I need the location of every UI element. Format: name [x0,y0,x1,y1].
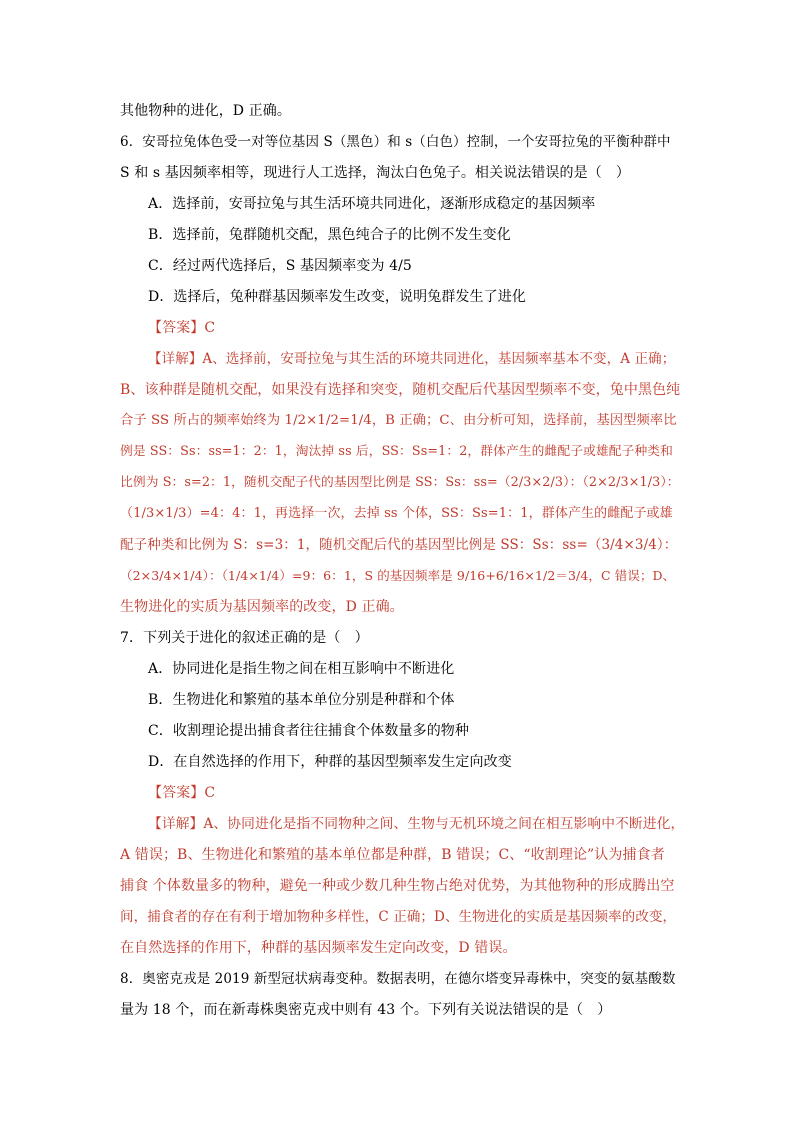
q6-option-b: B．选择前，兔群随机交配，黑色纯合子的比例不发生变化 [148,227,511,243]
text-line: 其他物种的进化，D 正确。 [120,103,291,119]
q7-option-b: B．生物进化和繁殖的基本单位分别是种群和个体 [148,692,455,708]
question-6-stem-cont: S 和 s 基因频率相等，现进行人工选择，淘汰白色兔子。相关说法错误的是（ ） [120,165,631,181]
q6-option-a: A．选择前，安哥拉兔与其生活环境共同进化，逐渐形成稳定的基因频率 [148,196,596,212]
q6-explanation-line: 合子 SS 所占的频率始终为 1/2×1/2=1/4，B 正确；C、由分析可知，选择前，基因型频率比 [120,413,677,428]
q7-option-a: A．协同进化是指生物之间在相互影响中不断进化 [148,661,455,677]
q6-explanation-line: （2×3/4×1/4）：（1/4×1/4）=9：6：1，S 的基因频率是 9/16+6/16×1/2＝3/4，C 错误；D、 [120,568,676,583]
q6-explanation-line: 【详解】A、选择前，安哥拉兔与其生活的环境共同进化，基因频率基本不变，A 正确； [148,351,676,367]
question-6-stem: 6．安哥拉兔体色受一对等位基因 S（黑色）和 s（白色）控制，一个安哥拉兔的平衡种群中 [120,134,671,150]
q7-explanation-line: 在自然选择的作用下，种群的基因频率发生定向改变，D 错误。 [120,940,517,956]
question-8-stem: 8．奥密克戎是 2019 新型冠状病毒变种。数据表明，在德尔塔变异毒株中，突变的氨基酸数 [120,971,676,987]
q6-explanation-line: 比例为 S：s=2：1，随机交配子代的基因型比例是 SS：Ss：ss=（2/3×2/3）：（2×2/3×1/3）： [120,475,680,490]
question-8-stem-cont: 量为 18 个，而在新毒株奥密克戎中则有 43 个。下列有关说法错误的是（ ） [120,1002,612,1018]
q7-explanation-line: 捕食 个体数量多的物种，避免一种或少数几种生物占绝对优势，为其他物种的形成腾出空 [120,878,675,894]
q7-option-d: D．在自然选择的作用下，种群的基因型频率发生定向改变 [148,754,512,770]
q7-explanation-line: 【详解】A、协同进化是指不同物种之间、生物与无机环境之间在相互影响中不断进化， [148,816,685,832]
q6-explanation-line: 生物进化的实质为基因频率的改变，D 正确。 [120,599,404,615]
q6-explanation-line: （1/3×1/3）=4：4：1，再选择一次，去掉 ss 个体，SS：Ss=1：1，群体产生的雌配子或雄 [120,506,673,521]
q7-answer: 【答案】C [148,785,216,801]
q6-explanation-line: B、该种群是随机交配，如果没有选择和突变，随机交配后代基因型频率不变，兔中黑色纯 [120,382,681,398]
q7-explanation-line: 间，捕食者的存在有利于增加物种多样性，C 正确；D、生物进化的实质是基因频率的改变， [120,909,677,925]
q6-option-d: D．选择后，兔种群基因频率发生改变，说明兔群发生了进化 [148,289,526,305]
q7-option-c: C．收割理论提出捕食者往往捕食个体数量多的物种 [148,723,470,739]
q6-answer: 【答案】C [148,320,216,336]
question-7-stem: 7．下列关于进化的叙述正确的是（ ） [120,630,369,646]
q6-option-c: C．经过两代选择后，S 基因频率变为 4/5 [148,258,412,274]
q6-explanation-line: 例是 SS：Ss：ss=1：2：1，淘汰掉 ss 后，SS：Ss=1：2，群体产生的雌配子或雄配子种类和 [120,444,673,459]
q7-explanation-line: A 错误；B、生物进化和繁殖的基本单位都是种群，B 错误；C、“收割理论”认为捕食者 [120,847,665,863]
q6-explanation-line: 配子种类和比例为 S：s=3：1，随机交配后代的基因型比例是 SS：Ss：ss=（3/4×3/4）： [120,537,678,553]
